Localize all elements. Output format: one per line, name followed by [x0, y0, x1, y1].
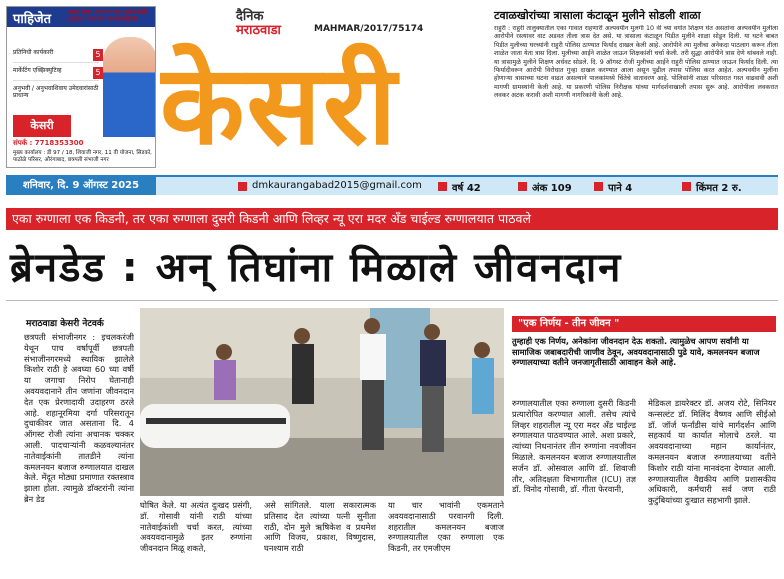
article-column-1: छत्रपती संभाजीनगर : इचलकरंजी येथून पाच वर्षापूर्वी छत्रपती संभाजीनगरमध्ये स्थायिक झालेले किशोर राठी हे अवघ्या 60 च्या वर्षी या जगाचा निरोप घेतानाही अवयवदानाने तीन जणांना जीवनदान देत एक प्रेरणादायी उदाहरण ठरले आहे. शहानूरमिया दर्गा परिसरातून दुचाकीवर जात असताना दि. 4 ऑगस्ट रोजी त्यांना अचानक चक्कर आली. पादचाऱ्यांनी कळवल्यानंतर नातेवाईकांनी तातडीने त्यांना कमलनयन बजाज रुग्णालयात दाखल केले. मेंदूत मोठ्या प्रमाणात रक्तस्त्राव झाला होता. त्यामुळे डॉक्टरांनी त्यांना ब्रेन डेड	[24, 332, 134, 504]
bullet-icon	[518, 182, 527, 191]
highlight-box-title: "एक निर्णय - तीन जीवन "	[512, 316, 776, 332]
info-strip	[6, 175, 778, 195]
issue-number: अंक 109	[532, 183, 572, 194]
article-photo	[140, 308, 504, 496]
ad-brand: केसरी	[13, 115, 71, 137]
ad-num: 5	[93, 67, 103, 79]
ad-address: मुख्य कार्यालय : डी 97 / 18, शिवाजी नगर, 11 वी योजना, सिडको, पाठोळे परिसर, औरंगाबाद, छत्रपती संभाजी नगर	[13, 150, 152, 163]
registration-number: MAHMAR/2017/75174	[314, 24, 424, 34]
bullet-icon	[594, 182, 603, 191]
side-story-title: टवाळखोरांच्या त्रासाला कंटाळून मुलीने सोडली शाळा	[494, 9, 701, 22]
main-headline: ब्रेनडेड : अन्‌ तिघांना मिळाले जीवनदान	[10, 245, 623, 291]
ad-header: पाहिजेत	[7, 7, 156, 27]
ad-model-image	[103, 37, 156, 137]
side-story-body: राहुरी : राहुरी तालुक्यातील एका गावात राहणारी अल्पवयीन मुलगी 10 वी च्या वर्गात शिक्षण घेत असतांना अल्पवयीन मुलीला आरोपीने रस्त्यावर वाट अडवत तीला त्रास देत असे. या त्रासाला कंटाळून पिडीत मुलीने शाळा सोडून दिली. या घटने बाबत पिडीत मुलीच्या घरच्यांनी राहुरी पोलिस ठाण्यात फिर्याद दाखल केली आहे. आरोपीने त्या मुलीचा अनेकदा पाठलाग करून तीला शाळेत जाता येता त्रास दिला. मुलीच्या आईने शाळेत जाऊन शिक्षकांशी चर्चा केली. तरी सुद्धा आरोपीने त्रास देणे थांबवले नाही. या त्रासामुळे मुलीने शिक्षण अर्धवट सोडले. दि. 9 ऑगस्ट रोजी मुलीच्या आईने राहुरी पोलिस ठाण्यात जाऊन फिर्याद दिली. त्या फिर्यादीवरून आरोपी विरोधात गुन्हा दाखल करण्यात आला असून पुढील तपास पोलिस करत आहेत. अल्पवयीन मुलींना होणाऱ्या त्रासाच्या घटना वाढत असल्याने पालकांमध्ये चिंतेचे वातावरण आहे. पोलिसांनी शाळा परिसरात गस्त वाढवावी अशी मागणी ग्रामस्थांनी केली आहे. या प्रकरणी पोलिस निरीक्षक यांच्या मार्गदर्शनाखाली तपास सुरू आहे. आरोपीला लवकरात लवकर अटक करावी अशी मागणी नागरिकांनी केली आहे.	[494, 25, 778, 100]
ad-num: 5	[93, 49, 103, 61]
price: किंमत 2 रु.	[696, 183, 742, 194]
ad-row: मार्केटिंग एक्झिक्युटिव्ह	[13, 67, 99, 81]
page-count: पाने 4	[608, 183, 633, 194]
job-advertisement	[6, 6, 156, 168]
masthead-region: मराठवाडा	[236, 23, 281, 38]
bullet-icon	[238, 182, 247, 191]
article-column-2: घोषित केले. या अत्यंत दुःखद प्रसंगी, डॉ. गोसावी यांनी राठी यांच्या नातेवाईकांशी चर्चा करत, त्यांच्या अवयवदानामुळे इतर रुग्णांना जीवनदान मिळू शकते,	[140, 500, 252, 554]
story-kicker-banner: एका रुग्णाला एक किडनी, तर एका रुग्णाला दुसरी किडनी आणि लिव्हर न्यू एरा मदर अँड चाईल्ड रुग्णालयात पाठवले	[6, 208, 778, 230]
bullet-icon	[438, 182, 447, 191]
ad-phone: संपर्क : 7718353300	[13, 139, 84, 147]
article-column-6: मेडिकल डायरेक्टर डॉ. अजय रोटे, सिनियर कन्सल्टंट डॉ. मिलिंद वैष्णव आणि सीईओ डॉ. जॉर्ज फर्नांडीस यांचे मार्गदर्शन आणि सहकार्य या कार्यात मोलाचे ठरले. या अवयवदानाच्या महान कार्यानंतर, कमलनयन बजाज रुग्णालयाच्या वतीने किशोर राठी यांना मानवंदना देण्यात आली. रुग्णालयातील वैद्यकीय आणि प्रशासकीय अधिकारी, कर्मचारी सर्व जण राठी कुटुंबियांच्या दुःखात सहभागी झाले.	[648, 398, 776, 506]
ad-row: प्रतिनिधी कार्यकारी	[13, 49, 99, 63]
issue-date: शनिवार, दि. 9 ऑगस्ट 2025	[6, 177, 156, 195]
email-address: dmkaurangabad2015@gmail.com	[252, 180, 422, 191]
masthead-daily: दैनिक	[236, 9, 264, 24]
divider	[6, 300, 778, 301]
article-column-4: या चार भावांनी एकमताने अवयवदानासाठी परवानगी दिली. शहरातील कमलनयन बजाज रुग्णालयातील एका रुग्णाला एक किडनी, तर एमजीएम	[388, 500, 504, 554]
volume-year: वर्ष 42	[452, 183, 481, 194]
highlight-box-text: तुम्हाही एक निर्णय, अनेकांना जीवनदान देऊ शकतो. त्यामुळेच आपण सर्वांनी या सामाजिक जबाबदारीची जाणीव ठेवून, अवयवदानासाठी पुढे यावे, कमलनयन बजाज रुग्णालयाच्या वतीने जनजागृतीसाठी आवाहन केले आहे.	[512, 336, 760, 368]
article-column-3: असे सांगितले. याला सकारात्मक प्रतिसाद देत त्यांच्या पत्नी सुनीता राठी, दोन मुले ऋषिकेश व प्रथमेश आणि विजय, प्रकाश, विष्णुदास, घनश्याम राठी	[264, 500, 376, 554]
byline: मराठवाडा केसरी नेटवर्क	[26, 319, 104, 329]
bullet-icon	[682, 182, 691, 191]
masthead-title: केसरी	[160, 40, 399, 169]
ad-row: अनुभवी / अनुभवाशिवाय उमेदवारांसाठी प्राधान्य	[13, 85, 99, 99]
article-column-5: रुग्णालयातील एका रुग्णाला दुसरी किडनी प्रत्यारोपित करण्यात आली. तसेच त्यांचे लिव्हर शहरातील न्यू एरा मदर अँड चाईल्ड रुग्णालयात पाठवण्यात आले. अशा प्रकारे, त्यांच्या निधनानंतर तीन रुग्णांना नवजीवन मिळाले. कमलनयन बजाज रुग्णालयातील सर्जन डॉ. ओसवाल आणि डॉ. शिवाजी तौर, अतिदक्षता विभागातील (ICU) तज्ञ डॉ. विनोद गोसावी, डॉ. गीता फेरवानी,	[512, 398, 636, 495]
ad-note: आम्हा येथून आलेल्या एक सुवर्ण संधी तुम्हाला घरबसल्या कमवण्यासाठी	[67, 9, 147, 23]
